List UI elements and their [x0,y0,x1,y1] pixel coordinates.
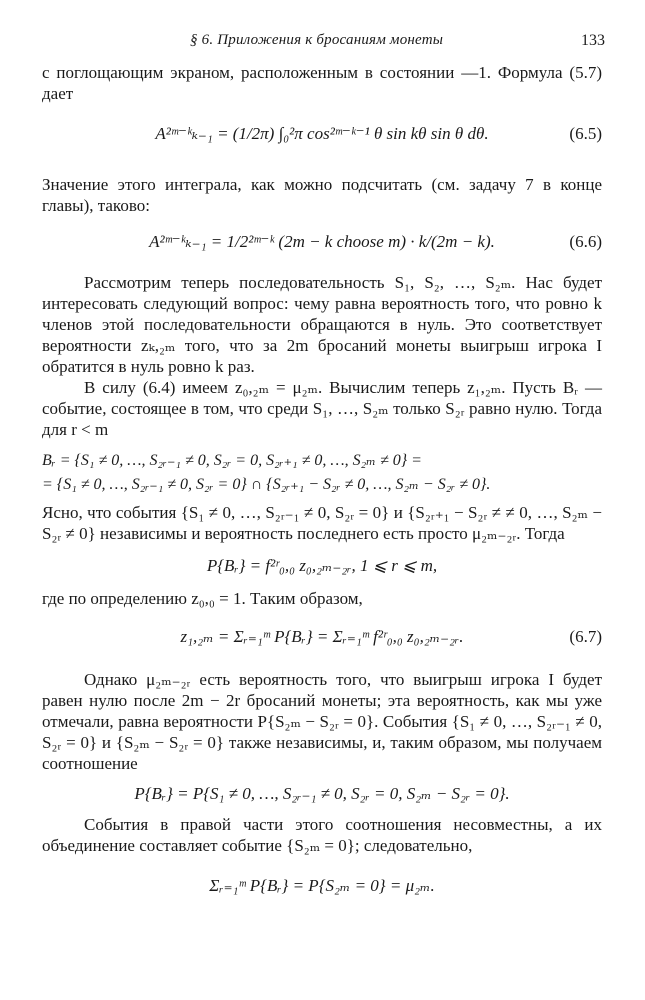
equation-p-br-formula: P{Bᵣ} = f²ʳ₀,₀ z₀,₂ₘ₋₂ᵣ, 1 ⩽ r ⩽ m, [206,556,438,575]
running-header [0,28,645,52]
equation-relation-formula: P{Bᵣ} = P{S₁ ≠ 0, …, S₂ᵣ₋₁ ≠ 0, S₂ᵣ = 0, S₂ₘ − S₂ᵣ = 0}. [134,784,510,803]
page-body [42,62,602,916]
paragraph-6: где по определению z₀,₀ = 1. Таким образом, [42,589,363,608]
paragraph-7: Однако μ₂ₘ₋₂ᵣ есть вероятность того, что выигрыш игрока I будет равен нулю после 2m − 2r бросаний монеты; эта вероятность, как мы уже отмечали, равна вероятности P{S₂ₘ − S₂ᵣ = 0}. События {S₁ ≠ 0, …, S₂ᵣ₋₁ ≠ 0, S₂ᵣ = 0} и {S₂ₘ − S₂ᵣ = 0} также независимы, и, таким образом, мы получаем соотношение [42,670,602,773]
equation-6-5-number: (6.5) [569,124,602,143]
section-title: § 6. Приложения к бросаниям монеты [190,32,444,48]
equation-6-7-formula: z₁,₂ₘ = Σᵣ₌₁ᵐ P{Bᵣ} = Σᵣ₌₁ᵐ f²ʳ₀,₀ z₀,₂ₘ₋₂ᵣ. [180,627,464,646]
equation-6-5-formula: A²ᵐ⁻ᵏₖ₋₁ = (1/2π) ∫₀²π cos²ᵐ⁻ᵏ⁻¹ θ sin kθ sin θ dθ. [155,124,489,143]
equation-event-br-line-1: Bᵣ = {S₁ ≠ 0, …, S₂ᵣ₋₁ ≠ 0, S₂ᵣ = 0, S₂ᵣ₊₁ ≠ 0, …, S₂ₘ ≠ 0} = [42,452,422,469]
paragraph-8: События в правой части этого соотношения несовместны, а их объединение составляет событие {S₂ₘ = 0}; следовательно, [42,815,602,855]
equation-sum-final-formula: Σᵣ₌₁ᵐ P{Bᵣ} = P{S₂ₘ = 0} = μ₂ₘ. [209,876,435,895]
equation-6-6-number: (6.6) [569,232,602,251]
equation-6-6 [42,216,602,272]
equation-sum-final [42,856,602,916]
paragraph-4: В силу (6.4) имеем z₀,₂ₘ = μ₂ₘ. Вычислим теперь z₁,₂ₘ. Пусть Bᵣ — событие, состоящее в том, что среди S₁, …, S₂ₘ только S₂ᵣ равно нулю. Тогда для r < m [42,378,602,439]
equation-event-br-line-2: = {S₁ ≠ 0, …, S₂ᵣ₋₁ ≠ 0, S₂ᵣ = 0} ∩ {S₂ᵣ₊₁ − S₂ᵣ ≠ 0, …, S₂ₘ − S₂ᵣ ≠ 0}. [42,476,491,493]
paragraph-1: с поглощающим экраном, расположенным в состоянии —1. Формула (5.7) дает [42,63,602,103]
equation-relation [42,774,602,814]
paragraph-5: Ясно, что события {S₁ ≠ 0, …, S₂ᵣ₋₁ ≠ 0, S₂ᵣ = 0} и {S₂ᵣ₊₁ − S₂ᵣ ≠ ≠ 0, …, S₂ₘ − S₂ᵣ ≠ 0} независимы и вероятность последнего есть просто μ₂ₘ₋₂ᵣ. Тогда [42,503,602,543]
equation-6-6-formula: A²ᵐ⁻ᵏₖ₋₁ = 1/2²ᵐ⁻ᵏ (2m − k choose m) · k/(2m − k). [149,232,495,251]
equation-6-7 [42,609,602,669]
equation-6-5 [42,104,602,174]
equation-6-7-number: (6.7) [569,627,602,646]
paragraph-3: Рассмотрим теперь последовательность S₁, S₂, …, S₂ₘ. Нас будет интересовать следующий вопрос: чему равна вероятность того, что ровно k членов этой последовательности обращаются в нуль. Это соответствует вероятности zₖ,₂ₘ того, что за 2m бросаний монеты выигрыш игрока I обратится в нуль ровно k раз. [42,273,602,376]
equation-event-br [42,440,602,502]
page-number: 133 [581,32,605,49]
equation-p-br [42,544,602,588]
paragraph-2: Значение этого интеграла, как можно подсчитать (см. задачу 7 в конце главы), таково: [42,175,602,215]
